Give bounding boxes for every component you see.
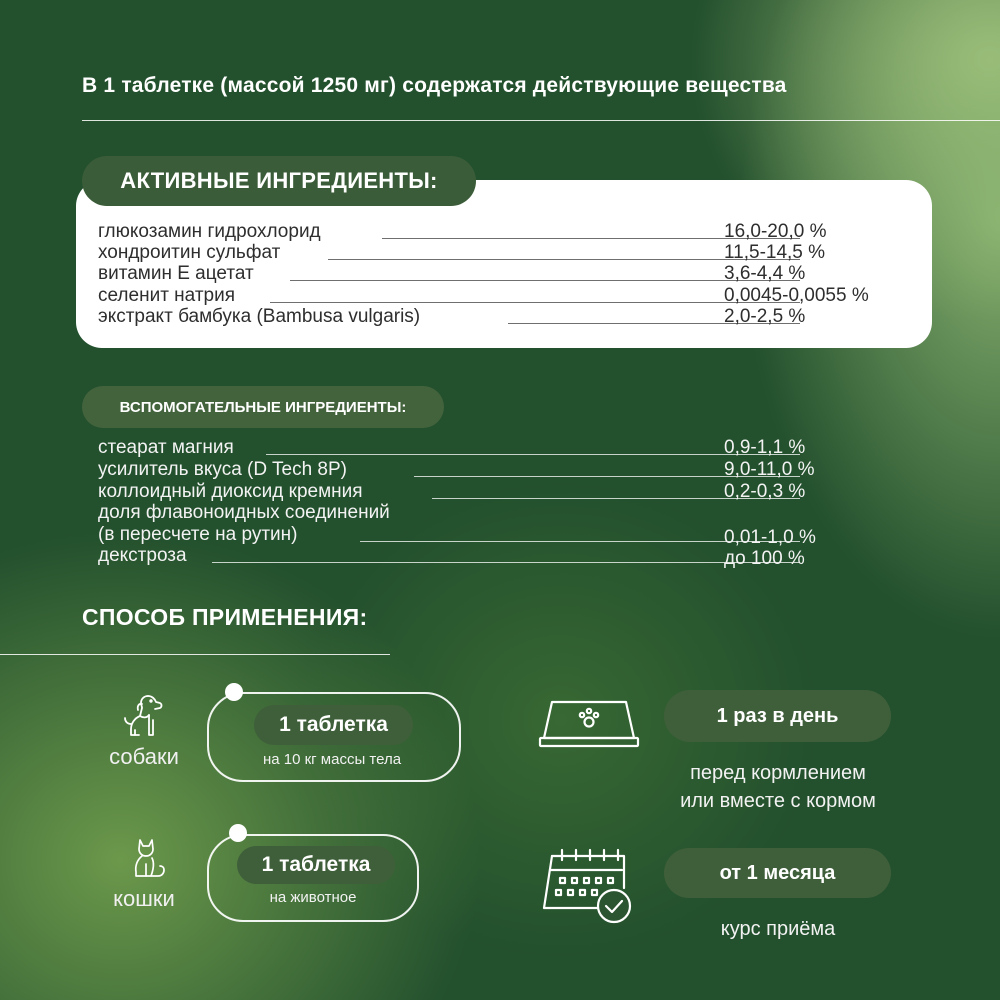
pet-bowl-icon: [538, 694, 640, 750]
dogs-dose-note: на 10 кг массы тела: [262, 751, 402, 768]
ingredient-name: хондроитин сульфат: [98, 242, 281, 263]
ingredient-name: экстракт бамбука (Bambusa vulgaris): [98, 306, 421, 327]
ingredient-name: декстроза: [98, 545, 187, 566]
course-desc: курс приёма: [720, 918, 836, 940]
ingredient-value: 0,01-1,0 %: [724, 527, 816, 548]
ingredient-name-line1: доля флавоноидных соединений: [98, 502, 390, 523]
ingredient-value: 11,5-14,5 %: [724, 242, 826, 263]
usage-divider: [0, 654, 390, 655]
calendar-check-icon: [540, 846, 636, 928]
ingredient-value: 16,0-20,0 %: [724, 221, 827, 242]
ingredient-name: коллоидный диоксид кремния: [98, 481, 363, 502]
dogs-label: собаки: [109, 744, 179, 769]
frequency-desc-line1: перед кормлением: [690, 762, 866, 784]
ingredient-value: 9,0-11,0 %: [724, 459, 815, 480]
ingredient-value: 0,2-0,3 %: [724, 481, 806, 502]
ingredient-value: 0,9-1,1 %: [724, 437, 806, 458]
cat-icon: [128, 836, 168, 880]
frequency-pill: 1 раз в день: [664, 690, 891, 742]
ingredient-name: селенит натрия: [98, 285, 235, 306]
cats-box-dot: [229, 824, 247, 842]
dogs-dose-pill: 1 таблетка: [254, 705, 413, 745]
intro-text: В 1 таблетке (массой 1250 мг) содержатся действующие вещества: [82, 74, 787, 97]
cats-dose-note: на животное: [269, 889, 357, 906]
ingredient-value: 3,6-4,4 %: [724, 263, 806, 284]
ingredient-name: глюкозамин гидрохлорид: [98, 221, 321, 242]
leader-line: [212, 562, 800, 563]
leader-line: [266, 454, 800, 455]
cats-dose-pill: 1 таблетка: [237, 846, 395, 884]
ingredient-name-line2: (в пересчете на рутин): [98, 524, 298, 545]
frequency-desc-line2: или вместе с кормом: [680, 790, 876, 812]
active-ingredients-title: АКТИВНЫЕ ИНГРЕДИЕНТЫ:: [82, 156, 476, 206]
intro-divider: [82, 120, 1000, 121]
ingredient-value: 2,0-2,5 %: [724, 306, 806, 327]
course-pill: от 1 месяца: [664, 848, 891, 898]
cats-label: кошки: [113, 886, 175, 911]
ingredient-name: витамин Е ацетат: [98, 263, 254, 284]
ingredient-value: 0,0045-0,0055 %: [724, 285, 869, 306]
ingredient-name: усилитель вкуса (D Tech 8P): [98, 459, 348, 480]
ingredient-name: стеарат магния: [98, 437, 234, 458]
auxiliary-ingredients-title: ВСПОМОГАТЕЛЬНЫЕ ИНГРЕДИЕНТЫ:: [82, 386, 444, 428]
dogs-box-dot: [225, 683, 243, 701]
usage-title: СПОСОБ ПРИМЕНЕНИЯ:: [82, 604, 368, 630]
leader-line: [270, 302, 800, 303]
dog-icon: [118, 690, 168, 740]
ingredient-value: до 100 %: [724, 548, 805, 569]
